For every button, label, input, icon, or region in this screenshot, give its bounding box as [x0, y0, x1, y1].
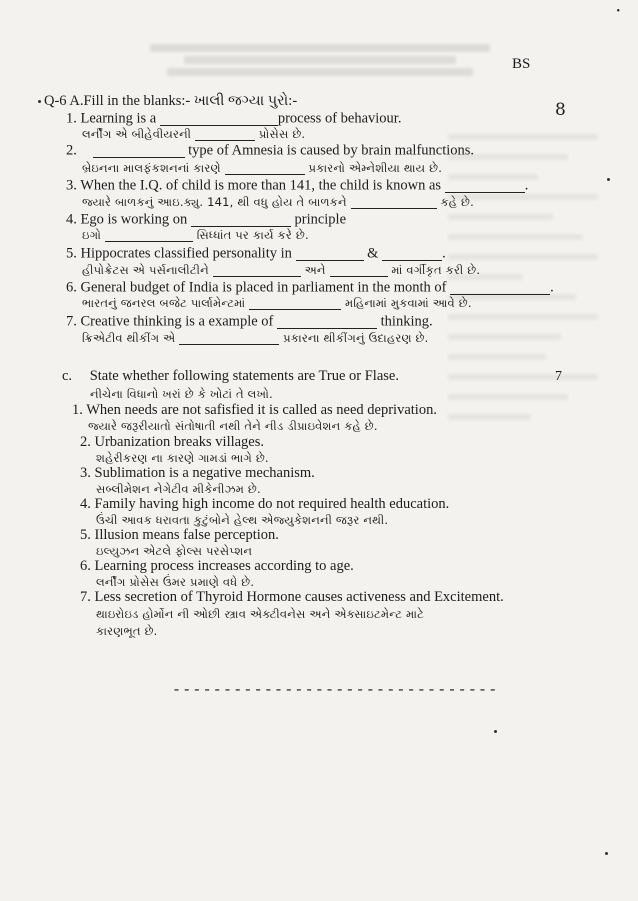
blank-item-7-gujarati: ક્રિએટીવ થીકીંગ એ પ્રકારના થીકીંગનું ઉદાહરણ છે.	[82, 331, 429, 345]
answer-blank[interactable]	[445, 177, 525, 193]
section-c-instructions: State whether following statements are True or Flase.	[89, 368, 399, 384]
tf-item-2: 2. Urbanization breaks villages.	[80, 434, 265, 450]
blank-item-2-gujarati: બ્રેઇનના માલફંકશનનાં કારણે પ્રકારનો એમ્નેશીયા થાય છે.	[82, 161, 443, 175]
answer-blank[interactable]	[351, 197, 437, 210]
blank-item-4-gujarati: ઇગો સિધ્ધાંત પર કાર્ય કરે છે.	[82, 228, 309, 242]
tf-item-1-gujarati: જ્યારે જરૂરીયાતો સંતોષાતી નથી તેને નીડ ડીપ્રાઇવેશન કહે છે.	[88, 419, 378, 433]
blank-item-3-gujarati: જ્યારે બાળકનું આઇ.ક્યુ. 141, થી વધુ હોય તે બાળકને કહે છે.	[82, 195, 474, 209]
tf-item-4-gujarati: ઉંચી આવક ધરાવતા કુટુંબોને હેલ્થ એજ્યુકેશનની જરૂર નથી.	[96, 513, 389, 527]
tf-item-6: 6. Learning process increases according to age.	[80, 558, 354, 574]
question-label: Q-6	[44, 93, 67, 109]
answer-blank[interactable]	[277, 313, 377, 329]
scan-speck	[607, 178, 610, 181]
answer-blank[interactable]	[225, 163, 305, 176]
tf-item-5: 5. Illusion means false perception.	[80, 527, 279, 543]
answer-blank[interactable]	[330, 265, 388, 278]
answer-blank[interactable]	[105, 230, 193, 243]
end-of-paper-rule: --------------------------------	[172, 682, 499, 699]
blank-item-6-gujarati: ભારતનું જનરલ બજેટ પાર્લામેન્ટમાં મહિનામાં મુકવામાં આવે છે.	[82, 296, 472, 310]
tf-item-7-gujarati-cont: કારણભૂત છે.	[96, 624, 158, 638]
tf-item-7-gujarati: થાઇરોઇડ હોર્મોન ની ઓછી સ્ત્રાવ એક્ટીવનેસ અને એક્સાઇટમેન્ટ માટે	[96, 607, 424, 621]
blank-item-5: 5. Hippocrates classified personality in & .	[66, 245, 446, 262]
tf-item-6-gujarati: લર્નીંગ પ્રોસેસ ઉંમર પ્રમાણે વધે છે.	[96, 575, 255, 589]
blank-item-2: 2. type of Amnesia is caused by brain malfunctions.	[66, 142, 475, 159]
tf-item-4: 4. Family having high income do not required health education.	[80, 496, 450, 512]
tf-item-7: 7. Less secretion of Thyroid Hormone causes activeness and Excitement.	[80, 589, 504, 605]
tf-item-1: 1. When needs are not safisfied it is called as need deprivation.	[72, 402, 437, 418]
corner-mark: •	[616, 6, 620, 17]
blank-item-3: 3. When the I.Q. of child is more than 141, the child is known as .	[66, 177, 529, 194]
section-c-label: c.	[62, 368, 73, 384]
blank-item-5-gujarati: હીપોક્રેટસ એ પર્સનાલીટીને અને માં વર્ગીકૃત કરી છે.	[82, 263, 481, 277]
scan-speck	[605, 852, 608, 855]
bleed-through-right	[448, 120, 598, 720]
section-c-instructions-gujarati: નીચેના વિધાનો ખરાં છે કે ખોટાં તે લખો.	[90, 387, 273, 401]
section-c-marks: 7	[555, 369, 562, 384]
answer-blank[interactable]	[160, 110, 278, 126]
blank-item-6: 6. General budget of India is placed in parliament in the month of .	[66, 279, 554, 296]
scan-speck	[494, 730, 497, 733]
part-a-heading: A.Fill in the blanks:- ખાલી જગ્યા પુરો:-	[69, 93, 298, 109]
blank-item-1-gujarati: લર્નીંગ એ બીહેવીયરની પ્રોસેસ છે.	[82, 127, 306, 141]
answer-blank[interactable]	[195, 129, 255, 142]
answer-blank[interactable]	[296, 245, 364, 261]
paper-code: BS	[512, 56, 531, 72]
answer-blank[interactable]	[191, 211, 291, 227]
tf-item-2-gujarati: શહેરીકરણ ના કારણે ગામડાં ભાગે છે.	[96, 451, 269, 465]
question-heading	[44, 93, 297, 110]
blank-item-4: 4. Ego is working on principle	[66, 211, 347, 228]
blank-item-7: 7. Creative thinking is a example of thinking.	[66, 313, 433, 330]
answer-blank[interactable]	[179, 333, 279, 346]
answer-blank[interactable]	[450, 279, 550, 295]
scan-speck	[38, 100, 41, 103]
tf-item-3-gujarati: સબ્લીમેશન નેગેટીવ મીકેનીઝમ છે.	[96, 482, 261, 496]
answer-blank[interactable]	[382, 245, 442, 261]
section-c-heading	[62, 368, 399, 385]
question-marks: 8	[555, 100, 566, 120]
blank-item-1: 1. Learning is a process of behaviour.	[66, 110, 402, 127]
answer-blank[interactable]	[249, 298, 341, 311]
answer-blank[interactable]	[93, 142, 185, 158]
bleed-through-header	[150, 40, 490, 88]
tf-item-5-gujarati: ઇલ્યુઝન એટલે ફોલ્સ પરસેપ્શન	[96, 544, 253, 558]
tf-item-3: 3. Sublimation is a negative mechanism.	[80, 465, 315, 481]
answer-blank[interactable]	[213, 265, 301, 278]
